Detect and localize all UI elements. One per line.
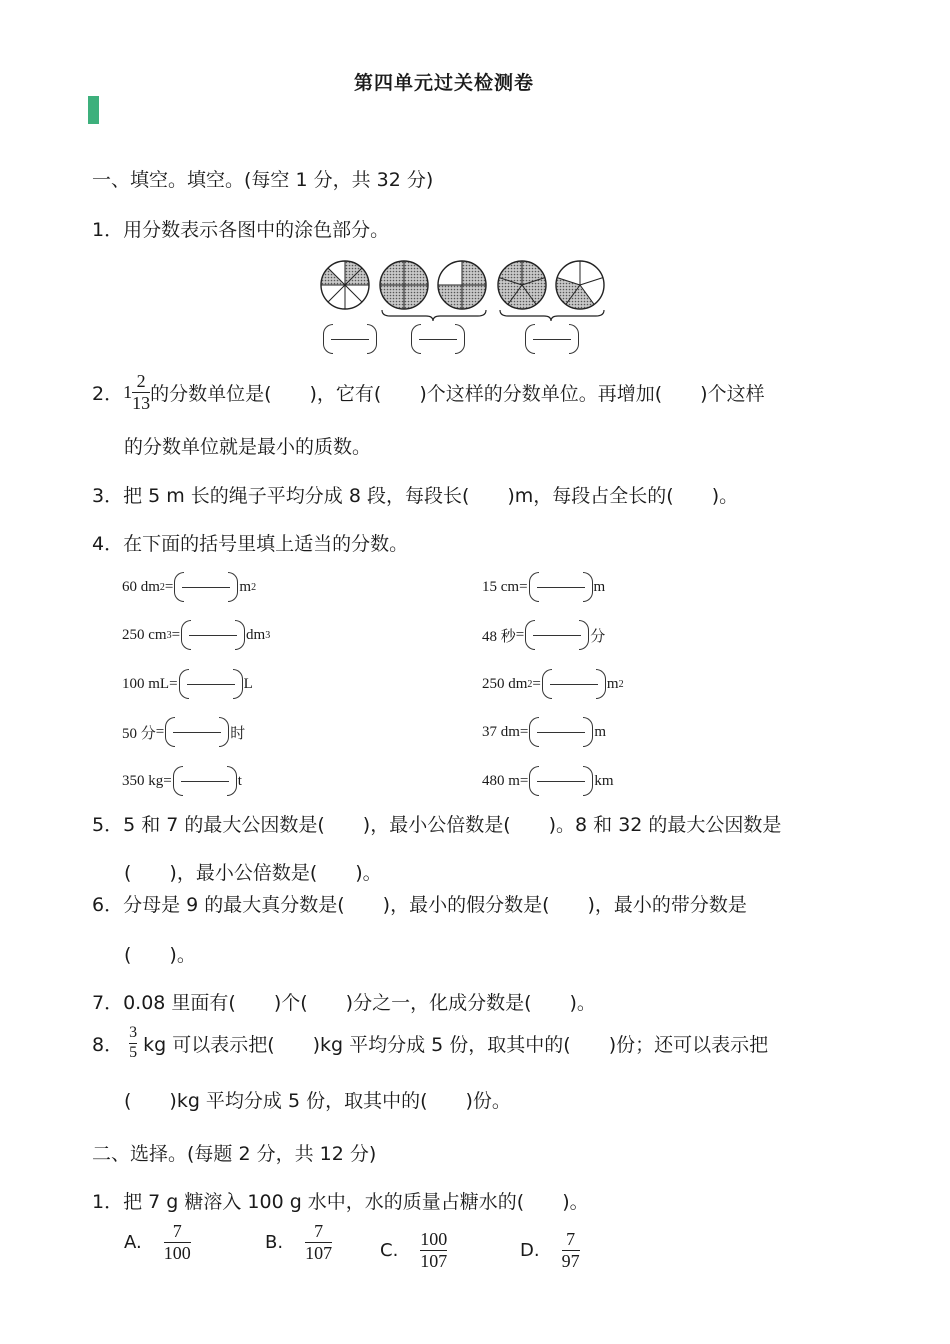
- q8-number: 8．: [92, 1033, 124, 1056]
- brace-2: [500, 310, 604, 321]
- conversion-quantity: 50 分: [122, 725, 156, 742]
- conversion-answer-blank[interactable]: [174, 572, 238, 602]
- q2-text: 的分数单位是( )，它有( )个这样的分数单位。再增加( )个这样: [150, 382, 765, 405]
- q8-numerator: 3: [129, 1024, 138, 1041]
- option-b-denominator: 107: [305, 1242, 333, 1263]
- equals-sign: =: [155, 723, 165, 740]
- option-c-numerator: 100: [420, 1229, 448, 1249]
- option-d-fraction: [562, 1230, 580, 1271]
- conversion-answer-blank[interactable]: [529, 717, 593, 747]
- equals-sign: =: [515, 626, 525, 643]
- q2-fraction: [132, 372, 150, 413]
- q2-line1: [92, 372, 765, 413]
- conversion-answer-blank[interactable]: [181, 620, 245, 650]
- conversion-answer-blank[interactable]: [173, 766, 237, 796]
- conversion-row-left-3: [122, 669, 253, 699]
- answer-blank-3[interactable]: [524, 324, 580, 354]
- section2-heading: 二、选择。(每题 2 分，共 12 分): [92, 1143, 377, 1165]
- conversion-quantity-exponent: 3: [166, 629, 172, 641]
- conversion-unit: m: [239, 578, 252, 595]
- conversion-quantity: 15 cm: [482, 578, 520, 595]
- conversion-quantity: 60 dm: [122, 578, 160, 595]
- q2-whole: 1: [123, 381, 133, 402]
- q8-line2: ( )kg 平均分成 5 份，取其中的( )份。: [124, 1090, 511, 1112]
- conversion-unit-exponent: 2: [618, 678, 624, 690]
- conversion-quantity: 250 cm: [122, 626, 167, 643]
- option-c-fraction: [420, 1230, 447, 1271]
- equals-sign: =: [519, 772, 529, 789]
- pie-1: [321, 261, 369, 309]
- conversion-row-right-4: [482, 717, 606, 747]
- q5-line1: 5．5 和 7 的最大公因数是( )，最小公倍数是( )。8 和 32 的最大公因数是: [92, 814, 782, 836]
- conversion-unit: t: [237, 772, 242, 789]
- conversion-row-left-4: [122, 717, 245, 747]
- option-c[interactable]: [380, 1230, 447, 1271]
- q7-text: 7．0.08 里面有( )个( )分之一，化成分数是( )。: [92, 992, 596, 1014]
- section1-heading: 一、填空。填空。(每空 1 分，共 32 分): [92, 169, 434, 191]
- option-a-denominator: 100: [163, 1242, 191, 1263]
- conversion-quantity: 250 dm: [482, 675, 528, 692]
- s2-q1-text: 1．把 7 g 糖溶入 100 g 水中，水的质量占糖水的( )。: [92, 1191, 589, 1213]
- conversion-quantity-exponent: 2: [159, 581, 165, 593]
- q3-text: 3．把 5 m 长的绳子平均分成 8 段，每段长( )m，每段占全长的( )。: [92, 485, 739, 507]
- equals-sign: =: [532, 675, 541, 692]
- q8-line1: [92, 1025, 768, 1062]
- option-d-denominator: 97: [561, 1250, 580, 1271]
- conversion-answer-blank[interactable]: [179, 669, 243, 699]
- conversion-unit: 时: [230, 725, 246, 742]
- conversion-row-left-1: [122, 572, 256, 602]
- conversion-unit: L: [243, 675, 253, 692]
- pie-3: [438, 261, 486, 309]
- option-b-fraction: [305, 1222, 332, 1263]
- page-title: 第四单元过关检测卷: [354, 72, 535, 94]
- q2-number: 2．: [92, 382, 124, 405]
- conversion-row-right-5: [482, 766, 614, 796]
- conversion-row-right-1: [482, 572, 605, 602]
- q4-text: 4．在下面的括号里填上适当的分数。: [92, 533, 409, 555]
- conversion-unit: 分: [590, 628, 606, 645]
- conversion-answer-blank[interactable]: [165, 717, 229, 747]
- option-a-label: A.: [124, 1231, 142, 1253]
- q2-numerator: 2: [136, 371, 146, 391]
- q1-text: 1．用分数表示各图中的涂色部分。: [92, 219, 390, 241]
- q8-fraction: [129, 1025, 137, 1062]
- option-a-fraction: [164, 1222, 191, 1263]
- pie-4: [498, 261, 546, 309]
- answer-blank-2[interactable]: [410, 324, 466, 354]
- option-c-denominator: 107: [420, 1250, 448, 1271]
- equals-sign: =: [164, 578, 174, 595]
- conversion-quantity-exponent: 2: [527, 678, 533, 690]
- equals-sign: =: [169, 675, 178, 692]
- conversion-answer-blank[interactable]: [525, 620, 589, 650]
- option-d[interactable]: [520, 1230, 580, 1271]
- option-c-label: C.: [380, 1239, 399, 1261]
- conversion-row-right-2: [482, 620, 605, 650]
- option-a-numerator: 7: [172, 1221, 182, 1241]
- equals-sign: =: [163, 772, 172, 789]
- conversion-quantity: 48 秒: [482, 628, 516, 645]
- option-a[interactable]: [124, 1222, 191, 1263]
- conversion-unit-exponent: 3: [265, 629, 271, 641]
- q5-line2: ( )，最小公倍数是( )。: [124, 862, 382, 884]
- q8-denominator: 5: [129, 1043, 138, 1061]
- q2-denominator: 13: [132, 392, 151, 413]
- option-d-numerator: 7: [566, 1229, 576, 1249]
- conversion-unit: m: [593, 578, 606, 595]
- pie-5: [556, 261, 604, 309]
- conversion-row-left-2: [122, 620, 270, 650]
- conversion-unit-exponent: 2: [251, 581, 257, 593]
- conversion-row-left-5: [122, 766, 242, 796]
- conversion-unit: dm: [246, 626, 266, 643]
- option-b[interactable]: [265, 1222, 332, 1263]
- equals-sign: =: [519, 578, 528, 595]
- option-b-label: B.: [265, 1231, 284, 1253]
- conversion-quantity: 350 kg: [122, 772, 164, 789]
- conversion-answer-blank[interactable]: [529, 572, 593, 602]
- conversion-quantity: 480 m: [482, 772, 520, 789]
- answer-blank-1[interactable]: [322, 324, 378, 354]
- option-b-numerator: 7: [314, 1221, 324, 1241]
- conversion-unit: m: [606, 675, 619, 692]
- q6-line2: ( )。: [124, 944, 196, 966]
- equals-sign: =: [519, 723, 529, 740]
- conversion-quantity: 100 mL: [122, 675, 170, 692]
- conversion-unit: m: [594, 723, 607, 740]
- option-d-label: D.: [520, 1239, 540, 1261]
- q2-line2: 的分数单位就是最小的质数。: [124, 436, 372, 458]
- pie-2: [380, 261, 428, 309]
- equals-sign: =: [171, 626, 181, 643]
- conversion-answer-blank[interactable]: [529, 766, 593, 796]
- conversion-quantity: 37 dm: [482, 723, 520, 740]
- conversion-answer-blank[interactable]: [542, 669, 606, 699]
- conversion-unit: km: [594, 772, 614, 789]
- q8-text: kg 可以表示把( )kg 平均分成 5 份，取其中的( )份；还可以表示把: [143, 1033, 769, 1056]
- section-marker: [88, 96, 99, 124]
- brace-1: [382, 310, 486, 321]
- conversion-row-right-3: [482, 669, 624, 699]
- q6-line1: 6．分母是 9 的最大真分数是( )，最小的假分数是( )，最小的带分数是: [92, 894, 747, 916]
